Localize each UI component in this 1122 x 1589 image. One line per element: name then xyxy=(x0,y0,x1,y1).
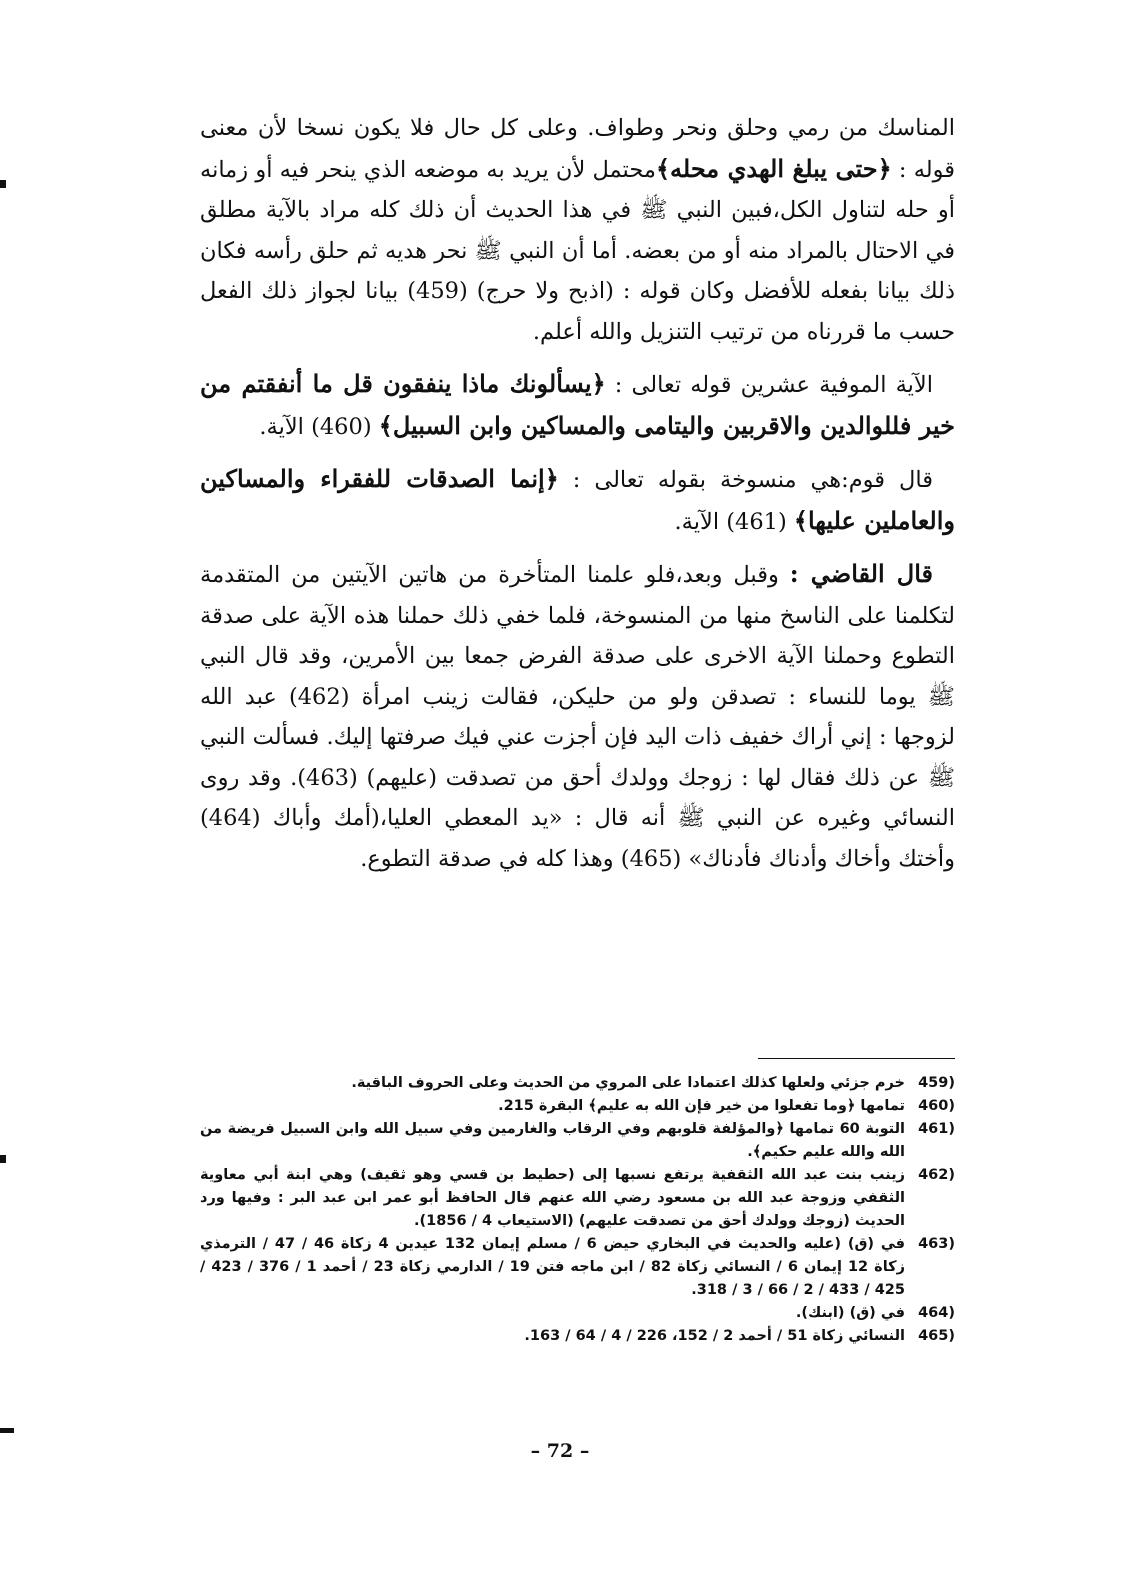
footnote-465 xyxy=(200,1325,955,1348)
paragraph-4 xyxy=(200,554,955,879)
footnote-459 xyxy=(200,1072,955,1095)
paragraph-2-text-a: الآية الموفية عشرين قوله تعالى : xyxy=(614,372,933,398)
page-number: – 72 – xyxy=(530,1440,590,1462)
footnote-462 xyxy=(200,1164,955,1233)
footnote-text: في (ق) (ابنك). xyxy=(795,1305,905,1321)
paragraph-2-text-b: (460) الآية. xyxy=(259,413,372,440)
footnote-number: 459) xyxy=(918,1075,955,1091)
footnote-number: 465) xyxy=(918,1328,955,1344)
footnote-464 xyxy=(200,1302,955,1325)
quran-verse-1: ﴿حتى يبلغ الهدي محله﴾ xyxy=(655,153,892,183)
paragraph-2 xyxy=(200,364,955,447)
footnote-text: زينب بنت عبد الله الثقفية يرتفع نسبها إلى (حطيط بن قسي وهو ثقيف) وهي ابنة أبي معاوية الثقفي وزوجة عبد الله بن مسعود رضي الله عنهم قال الحافظ أبو عمر ابن عبد البر : وفيها ورد الحديث (زوجك وولدك أحق من تصدقت عليهم) (الاستيعاب 4 / 1856). xyxy=(200,1167,905,1229)
scan-mark xyxy=(0,1428,14,1433)
footnote-number: 463) xyxy=(918,1236,955,1252)
scan-mark xyxy=(0,180,6,188)
scan-mark xyxy=(0,1155,6,1163)
paragraph-3-text-b: (461) الآية. xyxy=(674,508,787,535)
footnote-text: تمامها ﴿وما تفعلوا من خير فإن الله به عليم﴾ البقرة 215. xyxy=(498,1098,905,1114)
paragraph-3-text-a: قال قوم:هي منسوخة بقوله تعالى : xyxy=(572,467,933,493)
main-text xyxy=(200,108,955,879)
footnote-text: التوبة 60 تمامها ﴿والمؤلفة قلوبهم وفي الرقاب والغارمين وفي سبيل الله وابن السبيل فريضة من الله والله عليم حكيم﴾. xyxy=(200,1121,905,1160)
footnote-460 xyxy=(200,1095,955,1118)
quran-verse-2: ﴿يسألونك ماذا ينفقون قل ما أنفقتم من خير فللوالدين والاقربين واليتامى والمساكين وابن السبيل﴾ xyxy=(200,369,955,440)
footnote-461 xyxy=(200,1118,955,1164)
footnote-text: خرم جزئي ولعلها كذلك اعتمادا على المروي من الحديث وعلى الحروف الباقية. xyxy=(351,1075,905,1091)
footnote-text: النسائي زكاة 51 / أحمد 2 / 152، 226 / 4 / 64 / 163. xyxy=(524,1328,905,1344)
footnote-number: 464) xyxy=(918,1305,955,1321)
footnote-number: 462) xyxy=(918,1167,955,1183)
paragraph-4-text: وقبل وبعد،فلو علمنا المتأخرة من هاتين الآيتين من المتقدمة لتكلمنا على الناسخ منها من المنسوخة، فلما خفي ذلك حملنا هذه الآية على صدقة التطوع وحملنا الآية الاخرى على صدقة الفرض جمعا بين الأمرين، وقد قال النبي ﷺ يوما للنساء : تصدقن ولو من حليكن، فقالت زينب امرأة (462) عبد الله لزوجها : إني أراك خفيف ذات اليد فإن أجزت عني فيك صرفتها إليك. فسألت النبي ﷺ عن ذلك فقال لها : زوجك وولدك أحق من تصدقت (عليهم) (463). وقد روى النسائي وغيره عن النبي ﷺ أنه قال : «يد المعطي العليا،(أمك وأباك (464) وأختك وأخاك وأدناك فأدناك» (465) وهذا كله في صدقة التطوع. xyxy=(200,562,955,872)
footnote-number: 461) xyxy=(918,1121,955,1137)
paragraph-1-text-b: محتمل لأن يريد به موضعه الذي ينحر فيه أو زمانه أو حله لتناول الكل،فبين النبي ﷺ في هذا الحديث أن ذلك كله مراد بالآية مطلق في الاحتال بالمراد منه أو من بعضه. أما أن النبي ﷺ نحر هديه ثم حلق رأسه فكان ذلك بيانا بفعله للأفضل وكان قوله : (اذبح ولا حرج) (459) بيانا لجواز ذلك الفعل حسب ما قررناه من ترتيب التنزيل والله أعلم. xyxy=(200,156,955,345)
quran-verse-3: ﴿إنما الصدقات للفقراء والمساكين والعاملين عليها﴾ xyxy=(200,464,955,535)
footnote-text: في (ق) (عليه والحديث في البخاري حيض 6 / مسلم إيمان 132 عيدين 4 زكاة 46 / 47 / الترمذي زكاة 12 إيمان 6 / النسائي زكاة 82 / ابن ماجه فتن 19 / الدارمي زكاة 23 / أحمد 1 / 376 / 423 / 425 / 433 / 2 / 66 / 3 / 318. xyxy=(200,1236,905,1298)
paragraph-1-text-a: المناسك من رمي وحلق ونحر وطواف. وعلى كل حال فلا يكون نسخا لأن معنى قوله : xyxy=(200,115,956,183)
footnote-number: 460) xyxy=(918,1098,955,1114)
footnote-divider xyxy=(758,1058,955,1059)
speaker-label: قال القاضي : xyxy=(789,559,933,588)
footnotes xyxy=(200,1072,955,1348)
paragraph-1 xyxy=(200,108,955,352)
footnote-463 xyxy=(200,1233,955,1302)
paragraph-3 xyxy=(200,459,955,542)
